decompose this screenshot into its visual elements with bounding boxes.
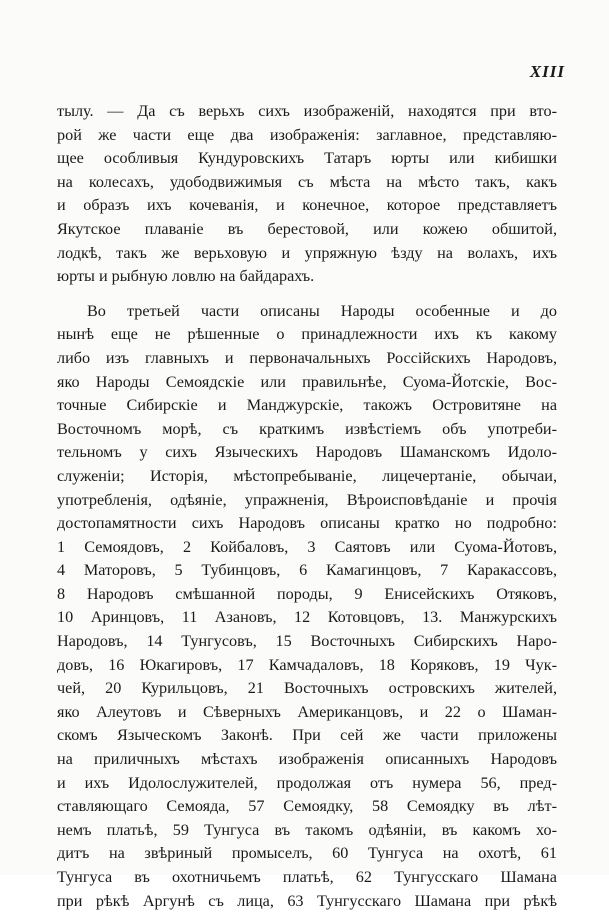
text-line: достопамятности сихъ Народовъ описаны кратко но подробно: <box>57 514 557 533</box>
text-line: Якутское плаваніе въ берестовой, или кожею обшитой, <box>57 219 557 238</box>
text-line: ставляющаго Семоядa, 57 Семоядку, 58 Семоядку въ лѣт- <box>57 797 557 816</box>
text-line: Народовъ, 14 Тунгусовъ, 15 Восточныхъ Сибирскихъ Наро- <box>57 632 557 651</box>
text-line: яко Алеутовъ и Сѣверныхъ Американцовъ, и 22 о Шаман- <box>57 702 557 721</box>
text-line: яко Народы Семоядскіе или правильнѣе, Суома-Йотскіе, Вос- <box>57 372 557 391</box>
text-line: употребленія, одѣяніе, упражненія, Вѣроисповѣданіе и прочія <box>57 490 557 509</box>
text-line: Восточномъ морѣ, съ краткимъ извѣстіемъ объ употреби- <box>57 419 557 438</box>
text-line: юрты и рыбную ловлю на байдарахъ. <box>57 267 315 286</box>
text-line: рой же части еще два изображенія: заглавное, представляю- <box>57 125 557 144</box>
text-line: служеніи; Исторія, мѣстопребываніе, лицечертаніе, обычаи, <box>57 466 557 485</box>
text-line: и ихъ Идолослужителей, продолжая отъ нумера 56, пред- <box>57 773 557 792</box>
text-line: Тунгуса въ охотничьемъ платьѣ, 62 Тунгусскаго Шамана <box>57 868 557 886</box>
paragraph-gap <box>57 289 557 300</box>
text-line: тельномъ у сихъ Языческихъ Народовъ Шаманскомъ Идоло- <box>57 443 557 462</box>
text-line: на колесахъ, удободвижимыя съ мѣста на мѣсто такъ, какъ <box>57 172 557 191</box>
text-line: лодкѣ, такъ же верьховую и упряжную ѣзду на волахъ, ихъ <box>57 243 557 262</box>
text-line: скомъ Языческомъ Законѣ. При сей же части приложены <box>57 726 557 745</box>
text-line: тылу. — Да съ верьхъ сихъ изображеній, находятся при вто- <box>57 102 557 120</box>
text-line: чей, 20 Курильцовъ, 21 Восточныхъ островскихъ жителей, <box>57 679 557 698</box>
text-line: немъ платьѣ, 59 Тунгуса въ такомъ одѣяніи, въ какомъ хо- <box>57 820 557 839</box>
text-line: 4 Маторовъ, 5 Тубинцовъ, 6 Камагинцовъ, 7 Каракассовъ, <box>57 561 557 580</box>
text-line: на приличныхъ мѣстахъ изображенія описанныхъ Народовъ <box>57 750 557 769</box>
text-line: при рѣкѣ Аргунѣ съ лица, 63 Тунгусскаго Шамана при рѣкѣ <box>57 891 557 910</box>
text-line: довъ, 16 Юкагировъ, 17 Камчадаловъ, 18 Коряковъ, 19 Чук- <box>57 655 557 674</box>
text-line: Во третьей части описаны Народы особенные и до <box>87 301 557 320</box>
text-line: щее особливыя Кундуровскихъ Татаръ юрты или кибишки <box>57 149 557 168</box>
text-line: 1 Семоядовъ, 2 Койбаловъ, 3 Саятовъ или Суома-Йотовъ, <box>57 537 557 556</box>
text-line: 8 Народовъ смѣшанной породы, 9 Енисейскихъ Отяковъ, <box>57 584 557 603</box>
text-line: дитъ на звѣриный промыселъ, 60 Тунгуса на охотѣ, 61 <box>57 844 557 863</box>
text-line: точные Сибирскіе и Манджурскіе, такожъ Островитяне на <box>57 396 557 415</box>
text-line: 10 Аринцовъ, 11 Азановъ, 12 Котовцовъ, 13. Манжурскихъ <box>57 608 557 627</box>
page-number: XIII <box>529 62 565 81</box>
body-text <box>57 100 557 913</box>
text-line: либо изъ главныхъ и первоначальныхъ Россійскихъ Народовъ, <box>57 348 557 367</box>
text-line: и образъ ихъ кочеванія, и конечное, которое представляетъ <box>57 196 557 215</box>
text-line: нынѣ еще не рѣшенные о принадлежности ихъ къ какому <box>57 325 557 344</box>
